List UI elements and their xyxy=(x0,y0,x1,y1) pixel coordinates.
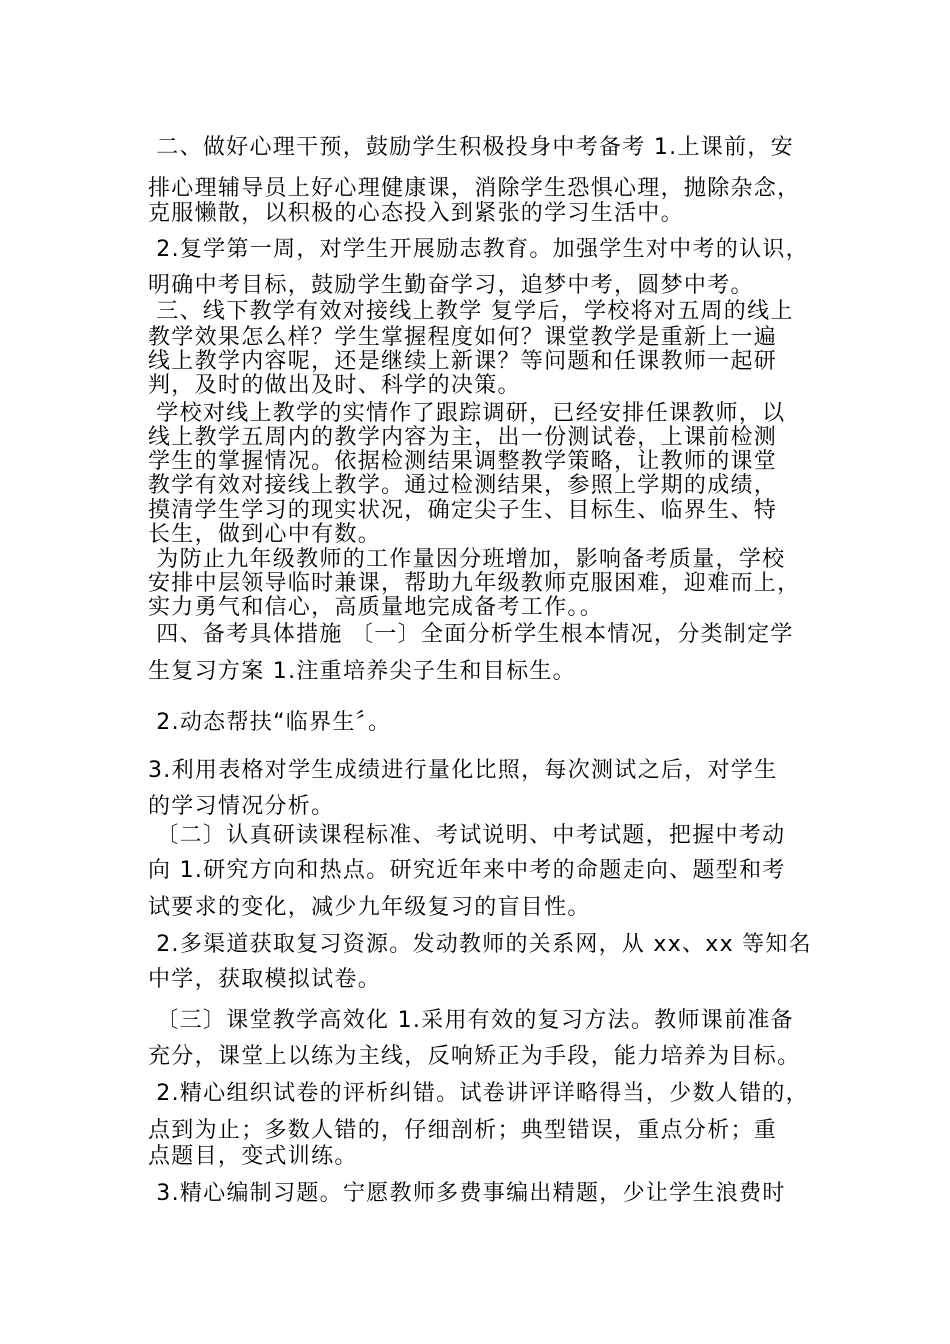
text-line: 向 1.研究方向和热点。研究近年来中考的命题走向、题型和考 xyxy=(148,858,786,883)
text-line: 3.精心编制习题。宁愿教师多费事编出精题，少让学生浪费时 xyxy=(148,1181,786,1206)
text-line: 线上教学五周内的教学内容为主，出一份测试卷，上课前检测 xyxy=(148,425,778,450)
text-line: 教学效果怎么样？学生掌握程度如何？课堂教学是重新上一遍 xyxy=(148,325,778,350)
text-line: 教学有效对接线上教学。通过检测结果，参照上学期的成绩， xyxy=(148,473,778,498)
text-line: 学生的掌握情况。依据检测结果调整教学策略，让教师的课堂 xyxy=(148,449,778,474)
text-line: 克服懒散，以积极的心态投入到紧张的学习生活中。 xyxy=(148,201,684,226)
text-line: 试要求的变化，减少九年级复习的盲目性。 xyxy=(148,895,591,920)
text-line: 学校对线上教学的实情作了跟踪调研，已经安排任课教师，以 xyxy=(148,401,786,426)
text-line: 3.利用表格对学生成绩进行量化比照，每次测试之后，对学生 xyxy=(148,758,778,783)
text-line: 排心理辅导员上好心理健康课，消除学生恐惧心理，抛除杂念， xyxy=(148,176,801,201)
text-line: 长生，做到心中有数。 xyxy=(148,522,382,547)
text-line: 安排中层领导临时兼课，帮助九年级教师克服困难，迎难而上， xyxy=(148,571,801,596)
text-line: 的学习情况分析。 xyxy=(148,794,335,819)
text-line: 二、做好心理干预，鼓励学生积极投身中考备考 1.上课前，安 xyxy=(148,135,794,160)
text-line: 点题目，变式训练。 xyxy=(148,1144,358,1169)
text-line: 明确中考目标，鼓励学生勤奋学习，追梦中考，圆梦中考。 xyxy=(148,273,754,298)
text-line: 摸清学生学习的现实状况，确定尖子生、目标生、临界生、特 xyxy=(148,498,778,523)
text-line: 四、备考具体措施 〔一〕全面分析学生根本情况，分类制定学 xyxy=(148,622,794,647)
text-line: 线上教学内容呢，还是继续上新课？等问题和任课教师一起研 xyxy=(148,349,778,374)
text-line: 2.多渠道获取复习资源。发动教师的关系网，从 xx、xx 等知名 xyxy=(148,932,812,957)
text-line: 〔二〕认真研读课程标准、考试说明、中考试题，把握中考动 xyxy=(148,823,786,848)
text-line: 充分，课堂上以练为主线，反响矫正为手段，能力培养为目标。 xyxy=(148,1044,801,1069)
text-line: 判，及时的做出及时、科学的决策。 xyxy=(148,373,521,398)
text-line: 2.动态帮扶“临界生〞。 xyxy=(148,710,392,735)
text-line: 点到为止；多数人错的，仔细剖析；典型错误，重点分析；重 xyxy=(148,1118,778,1143)
text-line: 中学，获取模拟试卷。 xyxy=(148,967,382,992)
text-line: 生复习方案 1.注重培养尖子生和目标生。 xyxy=(148,659,576,684)
text-line: 〔三〕课堂教学高效化 1.采用有效的复习方法。教师课前准备 xyxy=(148,1008,794,1033)
text-line: 为防止九年级教师的工作量因分班增加，影响备考质量，学校 xyxy=(148,547,786,572)
text-line: 实力勇气和信心，高质量地完成备考工作。。 xyxy=(148,595,604,620)
text-line: 三、线下教学有效对接线上教学 复学后，学校将对五周的线上 xyxy=(148,299,794,324)
text-line: 2.复学第一周，对学生开展励志教育。加强学生对中考的认识， xyxy=(148,237,809,262)
text-line: 2.精心组织试卷的评析纠错。试卷讲评详略得当，少数人错的， xyxy=(148,1081,809,1106)
